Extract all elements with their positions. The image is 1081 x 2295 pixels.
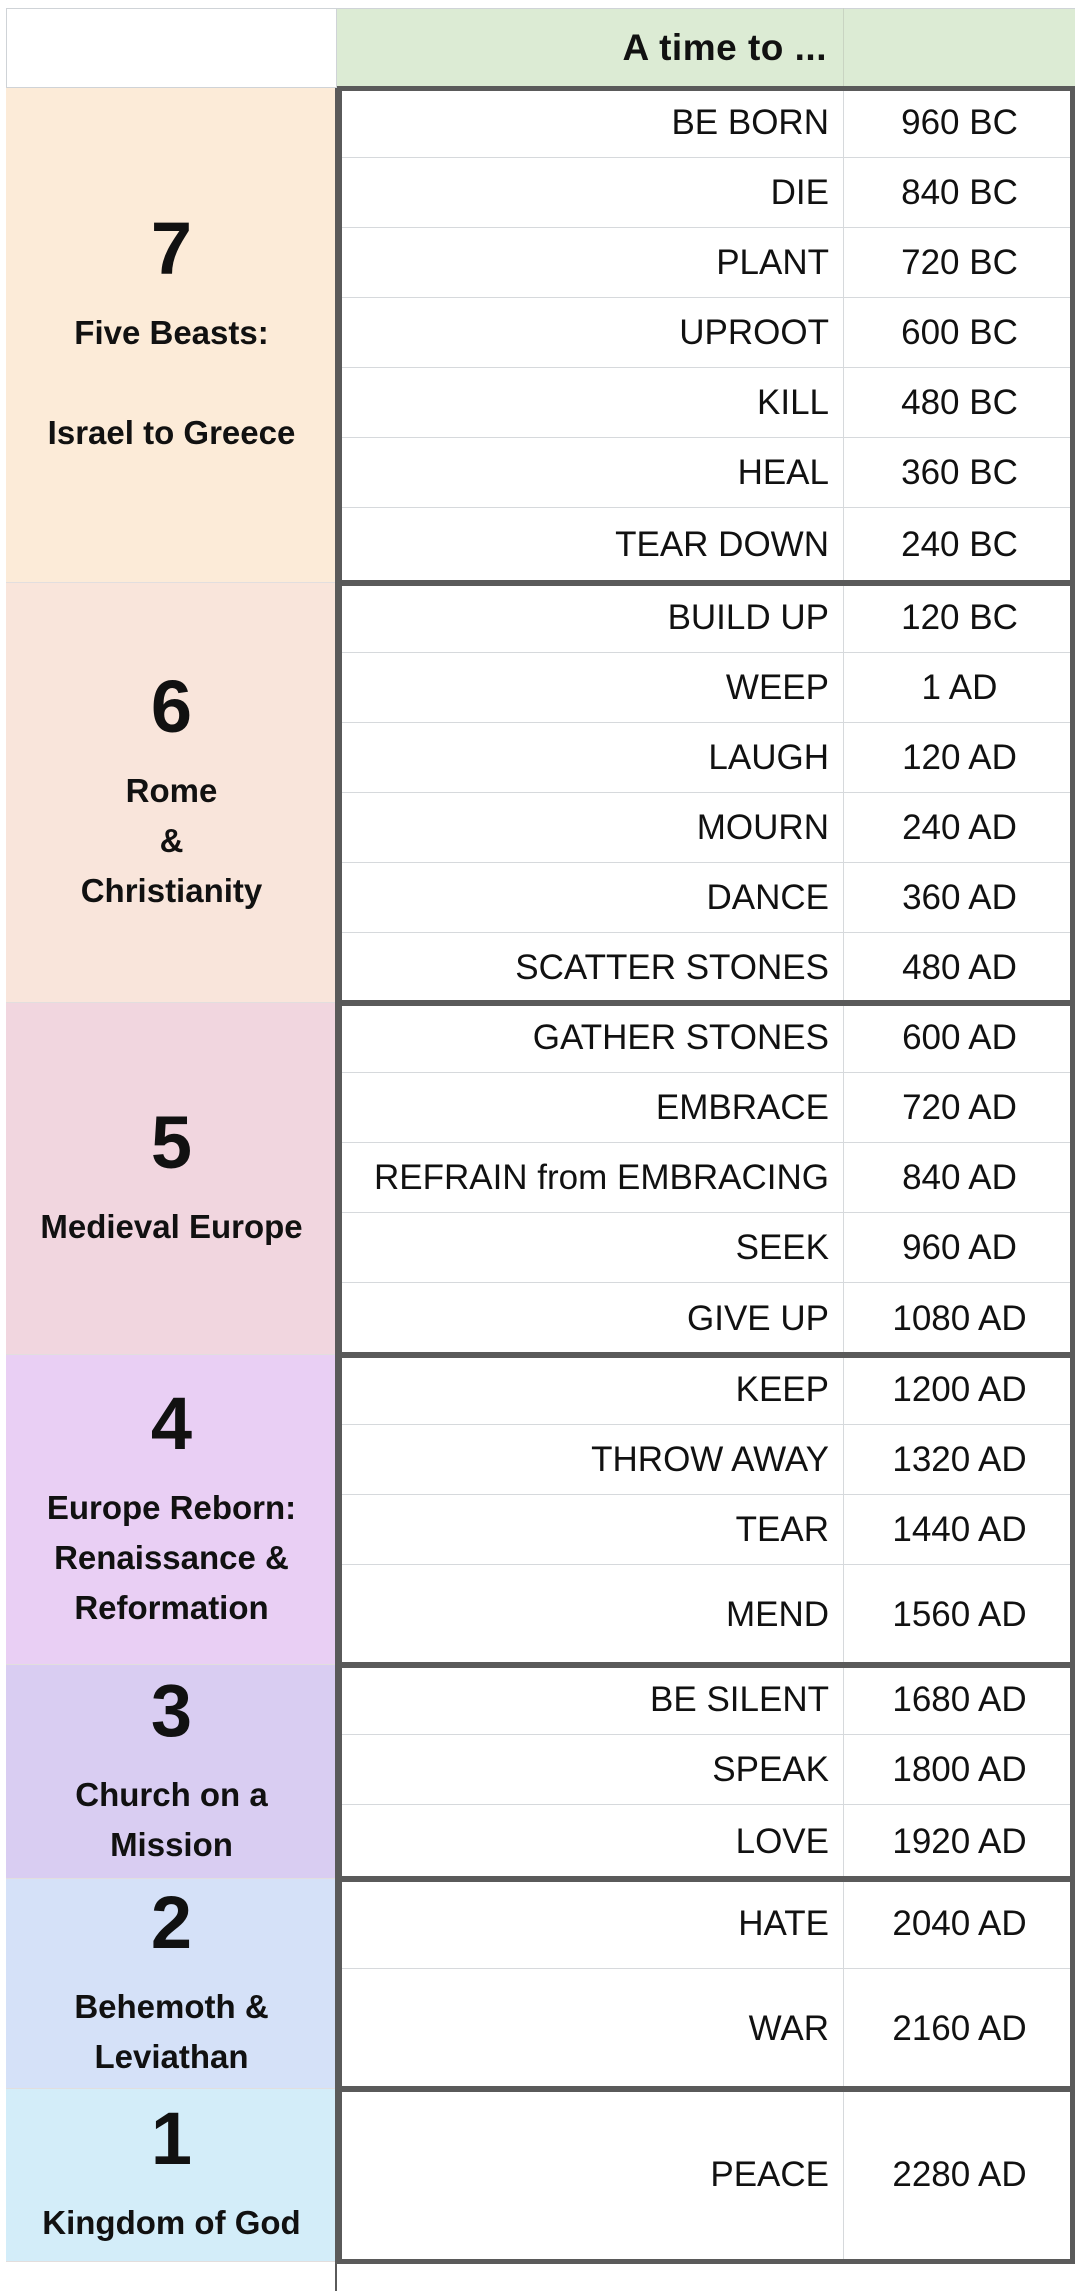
date-cell: 1080 AD: [843, 1283, 1075, 1355]
action-cell: WAR: [337, 1969, 843, 2089]
action-cell: EMBRACE: [337, 1073, 843, 1143]
action-cell: WEEP: [337, 653, 843, 723]
header-title: A time to ...: [622, 27, 827, 68]
era-number: 2: [150, 1880, 193, 1964]
era-cell-2: [6, 1879, 337, 2089]
era-number: 5: [150, 1100, 193, 1184]
action-cell: PLANT: [337, 228, 843, 298]
action-cell: PEACE: [337, 2089, 843, 2262]
era-cell-7: [6, 88, 337, 583]
era-number: 3: [150, 1668, 193, 1752]
era-number: 6: [150, 664, 193, 748]
action-cell: BE BORN: [337, 88, 843, 158]
date-cell: 600 AD: [843, 1003, 1075, 1073]
action-cell: SEEK: [337, 1213, 843, 1283]
date-cell: 1560 AD: [843, 1565, 1075, 1665]
date-cell: 2040 AD: [843, 1879, 1075, 1969]
date-cell: 1920 AD: [843, 1805, 1075, 1879]
era-cell-4: [6, 1355, 337, 1665]
action-cell: HEAL: [337, 438, 843, 508]
action-cell: LOVE: [337, 1805, 843, 1879]
action-cell: MEND: [337, 1565, 843, 1665]
action-cell: DANCE: [337, 863, 843, 933]
date-cell: 1680 AD: [843, 1665, 1075, 1735]
date-cell: 240 AD: [843, 793, 1075, 863]
era-cell-1: [6, 2089, 337, 2262]
date-cell: 840 AD: [843, 1143, 1075, 1213]
action-cell: LAUGH: [337, 723, 843, 793]
action-cell: KEEP: [337, 1355, 843, 1425]
date-cell: 240 BC: [843, 508, 1075, 583]
header-blank-cell: [6, 8, 337, 88]
action-cell: TEAR: [337, 1495, 843, 1565]
era-name: Europe Reborn: Renaissance & Reformation: [46, 1488, 297, 1626]
action-cell: GIVE UP: [337, 1283, 843, 1355]
era-name: Medieval Europe: [40, 1207, 303, 1245]
era-name: Behemoth & Leviathan: [74, 1987, 269, 2075]
date-cell: 960 BC: [843, 88, 1075, 158]
action-cell: MOURN: [337, 793, 843, 863]
era-number: 7: [150, 207, 193, 290]
date-cell: 2280 AD: [843, 2089, 1075, 2262]
era-name: Rome & Christianity: [80, 771, 263, 909]
action-cell: BUILD UP: [337, 583, 843, 653]
date-cell: 480 BC: [843, 368, 1075, 438]
action-cell: TEAR DOWN: [337, 508, 843, 583]
date-cell: 1800 AD: [843, 1735, 1075, 1805]
date-cell: 720 AD: [843, 1073, 1075, 1143]
action-cell: REFRAIN from EMBRACING: [337, 1143, 843, 1213]
date-cell: 600 BC: [843, 298, 1075, 368]
action-cell: THROW AWAY: [337, 1425, 843, 1495]
date-cell: 1320 AD: [843, 1425, 1075, 1495]
era-cell-6: [6, 583, 337, 1003]
action-cell: DIE: [337, 158, 843, 228]
date-cell: 360 AD: [843, 863, 1075, 933]
date-cell: 1200 AD: [843, 1355, 1075, 1425]
action-cell: UPROOT: [337, 298, 843, 368]
date-cell: 960 AD: [843, 1213, 1075, 1283]
action-cell: GATHER STONES: [337, 1003, 843, 1073]
action-cell: SPEAK: [337, 1735, 843, 1805]
left-divider: [335, 88, 337, 2291]
era-name: Five Beasts: Israel to Greece: [47, 314, 296, 451]
date-cell: 480 AD: [843, 933, 1075, 1003]
action-cell: SCATTER STONES: [337, 933, 843, 1003]
action-cell: KILL: [337, 368, 843, 438]
date-cell: 360 BC: [843, 438, 1075, 508]
date-cell: 840 BC: [843, 158, 1075, 228]
date-cell: 2160 AD: [843, 1969, 1075, 2089]
date-cell: 1440 AD: [843, 1495, 1075, 1565]
header-divider: [843, 8, 844, 88]
era-cell-3: [6, 1665, 337, 1879]
date-cell: 120 BC: [843, 583, 1075, 653]
action-cell: BE SILENT: [337, 1665, 843, 1735]
date-cell: 720 BC: [843, 228, 1075, 298]
era-name: Church on a Mission: [75, 1775, 268, 1863]
date-cell: 120 AD: [843, 723, 1075, 793]
era-number: 4: [150, 1381, 193, 1465]
era-name: Kingdom of God: [42, 2204, 301, 2241]
action-cell: HATE: [337, 1879, 843, 1969]
era-number: 1: [150, 2097, 193, 2180]
date-cell: 1 AD: [843, 653, 1075, 723]
era-cell-5: [6, 1003, 337, 1355]
